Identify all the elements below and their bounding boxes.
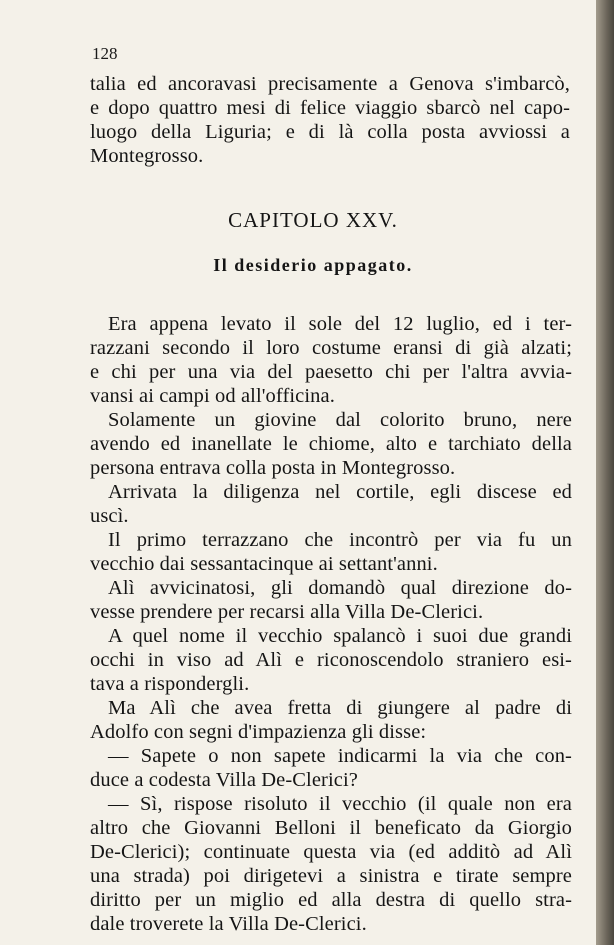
text-line: Ma Alì che avea fretta di giungere al padre di bbox=[108, 697, 572, 719]
text-line: Era appena levato il sole del 12 luglio, ed i ter- bbox=[108, 313, 572, 335]
text-line: tava a rispondergli. bbox=[90, 673, 250, 695]
text-line: uscì. bbox=[90, 505, 129, 527]
text-line: De-Clerici); continuate questa via (ed additò ad Alì bbox=[90, 841, 572, 863]
text-line: avendo ed inanellate le chiome, alto e tarchiato della bbox=[90, 433, 572, 455]
text-line: Arrivata la diligenza nel cortile, egli discese ed bbox=[108, 481, 572, 503]
text-line: altro che Giovanni Belloni il beneficato da Giorgio bbox=[90, 817, 572, 839]
text-line: luogo della Liguria; e di là colla posta avviossi a bbox=[90, 121, 570, 143]
text-line: dale troverete la Villa De-Clerici. bbox=[90, 913, 367, 935]
text-line: occhi in viso ad Alì e riconoscendolo straniero esi- bbox=[90, 649, 572, 671]
text-line: vecchio dai sessantacinque ai settant'anni. bbox=[90, 553, 438, 575]
text-line: una strada) poi dirigetevi a sinistra e tirate sempre bbox=[90, 865, 572, 887]
page-number: 128 bbox=[92, 44, 118, 63]
opening-paragraph bbox=[90, 72, 570, 168]
text-line: Montegrosso. bbox=[90, 145, 204, 167]
text-line: talia ed ancoravasi precisamente a Genova s'imbarcò, bbox=[90, 73, 570, 95]
text-line: diritto per un miglio ed alla destra di quello stra- bbox=[90, 889, 572, 911]
chapter-title: CAPITOLO XXV. bbox=[228, 208, 398, 232]
chapter-subtitle: Il desiderio appagato. bbox=[213, 255, 413, 275]
chapter-body bbox=[90, 312, 572, 936]
text-line: razzani secondo il loro costume eransi di già alzati; bbox=[90, 337, 572, 359]
text-line: vesse prendere per recarsi alla Villa De-Clerici. bbox=[90, 601, 484, 623]
text-line: duce a codesta Villa De-Clerici? bbox=[90, 769, 358, 791]
page-edge bbox=[596, 0, 614, 945]
text-line: e dopo quattro mesi di felice viaggio sbarcò nel capo- bbox=[90, 97, 570, 119]
text-line: Adolfo con segni d'impazienza gli disse: bbox=[90, 721, 427, 743]
text-line: e chi per una via del paesetto chi per l'altra avvia- bbox=[90, 361, 572, 383]
text-line: Alì avvicinatosi, gli domandò qual direzione do- bbox=[108, 577, 572, 599]
text-line: Il primo terrazzano che incontrò per via fu un bbox=[108, 529, 572, 551]
text-line: persona entrava colla posta in Montegrosso. bbox=[90, 457, 456, 479]
text-line: A quel nome il vecchio spalancò i suoi due grandi bbox=[108, 625, 572, 647]
text-line: Solamente un giovine dal colorito bruno, nere bbox=[108, 409, 572, 431]
text-line: — Sì, rispose risoluto il vecchio (il quale non era bbox=[108, 793, 572, 815]
text-line: vansi ai campi od all'officina. bbox=[90, 385, 335, 407]
text-line: — Sapete o non sapete indicarmi la via che con- bbox=[108, 745, 572, 767]
